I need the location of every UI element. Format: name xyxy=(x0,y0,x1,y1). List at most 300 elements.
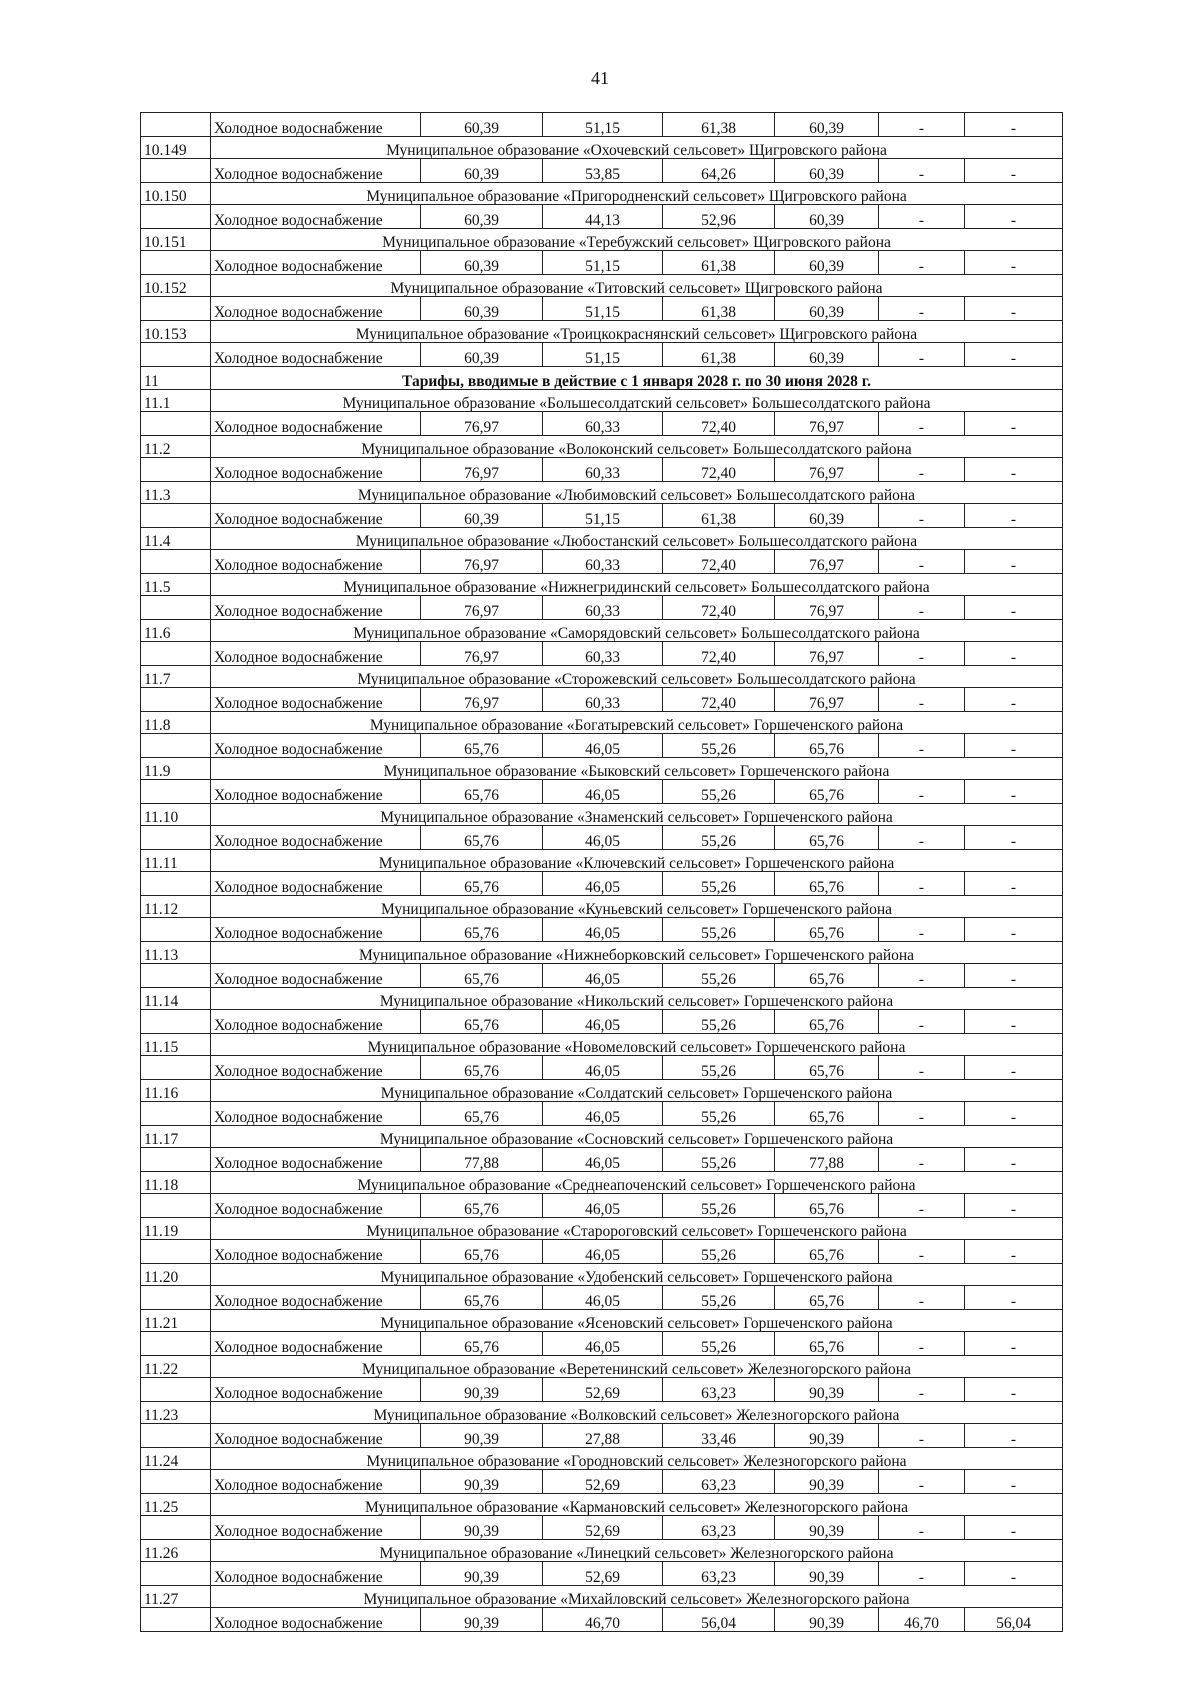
municipality-title: Муниципальное образование «Ключевский сельсовет» Горшеченского района xyxy=(211,850,1063,872)
empty-cell xyxy=(141,964,211,988)
tariff-value: 52,69 xyxy=(543,1470,663,1494)
row-number: 11.22 xyxy=(141,1356,211,1378)
tariff-value: 76,97 xyxy=(421,596,543,620)
tariff-value: 60,39 xyxy=(775,343,879,367)
row-number: 11.12 xyxy=(141,896,211,918)
municipality-row xyxy=(141,758,1063,780)
tariff-value: - xyxy=(879,918,965,942)
tariff-value: 55,26 xyxy=(663,918,775,942)
tariff-value: 63,23 xyxy=(663,1378,775,1402)
service-row xyxy=(141,1010,1063,1034)
service-row xyxy=(141,343,1063,367)
tariff-value: 46,05 xyxy=(543,1056,663,1080)
municipality-title: Муниципальное образование «Титовский сельсовет» Щигровского района xyxy=(211,275,1063,297)
tariff-value: - xyxy=(879,872,965,896)
service-label: Холодное водоснабжение xyxy=(211,1608,421,1632)
tariff-value: 55,26 xyxy=(663,1194,775,1218)
tariff-value: 61,38 xyxy=(663,251,775,275)
service-label: Холодное водоснабжение xyxy=(211,550,421,574)
service-label: Холодное водоснабжение xyxy=(211,596,421,620)
tariff-value: 63,23 xyxy=(663,1470,775,1494)
municipality-row xyxy=(141,528,1063,550)
empty-cell xyxy=(141,1010,211,1034)
service-row xyxy=(141,734,1063,758)
tariff-value: - xyxy=(879,251,965,275)
tariff-value: 65,76 xyxy=(421,1286,543,1310)
service-row xyxy=(141,1608,1063,1632)
municipality-title: Муниципальное образование «Троицкокраснянский сельсовет» Щигровского района xyxy=(211,321,1063,343)
service-row xyxy=(141,780,1063,804)
empty-cell xyxy=(141,826,211,850)
empty-cell xyxy=(141,1332,211,1356)
tariff-value: - xyxy=(879,596,965,620)
tariff-value: 65,76 xyxy=(421,918,543,942)
tariff-value: 55,26 xyxy=(663,872,775,896)
tariff-value: 55,26 xyxy=(663,1332,775,1356)
tariff-value: 76,97 xyxy=(775,550,879,574)
municipality-row xyxy=(141,1218,1063,1240)
municipality-title: Муниципальное образование «Солдатский сельсовет» Горшеченского района xyxy=(211,1080,1063,1102)
row-number: 11.26 xyxy=(141,1540,211,1562)
tariff-value: - xyxy=(965,642,1063,666)
tariff-value: - xyxy=(879,1286,965,1310)
tariff-value: 65,76 xyxy=(421,1194,543,1218)
service-label: Холодное водоснабжение xyxy=(211,412,421,436)
municipality-title: Муниципальное образование «Нижнеборковский сельсовет» Горшеченского района xyxy=(211,942,1063,964)
service-label: Холодное водоснабжение xyxy=(211,1194,421,1218)
row-number: 11.23 xyxy=(141,1402,211,1424)
municipality-title: Муниципальное образование «Ясеновский сельсовет» Горшеченского района xyxy=(211,1310,1063,1332)
tariff-value: 72,40 xyxy=(663,550,775,574)
empty-cell xyxy=(141,872,211,896)
tariff-value: - xyxy=(879,550,965,574)
row-number: 11.16 xyxy=(141,1080,211,1102)
tariff-value: 65,76 xyxy=(421,1240,543,1264)
tariff-value: - xyxy=(879,1102,965,1126)
tariff-value: 90,39 xyxy=(775,1562,879,1586)
service-row xyxy=(141,826,1063,850)
tariff-value: 72,40 xyxy=(663,412,775,436)
service-label: Холодное водоснабжение xyxy=(211,251,421,275)
tariff-value: 55,26 xyxy=(663,1286,775,1310)
tariff-value: - xyxy=(879,458,965,482)
tariff-value: - xyxy=(965,113,1063,137)
tariff-value: 65,76 xyxy=(775,1010,879,1034)
tariff-value: 52,96 xyxy=(663,205,775,229)
row-number: 11.8 xyxy=(141,712,211,734)
municipality-row xyxy=(141,390,1063,412)
tariff-value: 65,76 xyxy=(775,918,879,942)
tariff-value: - xyxy=(965,596,1063,620)
tariff-value: 60,33 xyxy=(543,688,663,712)
service-row xyxy=(141,412,1063,436)
empty-cell xyxy=(141,343,211,367)
municipality-row xyxy=(141,1402,1063,1424)
empty-cell xyxy=(141,1240,211,1264)
tariff-value: 90,39 xyxy=(421,1562,543,1586)
empty-cell xyxy=(141,1194,211,1218)
tariff-value: 51,15 xyxy=(543,113,663,137)
municipality-title: Муниципальное образование «Любимовский сельсовет» Большесолдатского района xyxy=(211,482,1063,504)
empty-cell xyxy=(141,780,211,804)
tariff-value: - xyxy=(965,734,1063,758)
row-number: 11.21 xyxy=(141,1310,211,1332)
service-row xyxy=(141,1194,1063,1218)
tariff-value: - xyxy=(879,1516,965,1540)
tariff-value: 44,13 xyxy=(543,205,663,229)
row-number: 11.9 xyxy=(141,758,211,780)
tariff-value: - xyxy=(965,1424,1063,1448)
municipality-row xyxy=(141,183,1063,205)
tariff-value: 65,76 xyxy=(775,1102,879,1126)
tariff-value: - xyxy=(965,1056,1063,1080)
tariff-value: 90,39 xyxy=(775,1378,879,1402)
service-label: Холодное водоснабжение xyxy=(211,688,421,712)
municipality-row xyxy=(141,712,1063,734)
tariff-value: 65,76 xyxy=(421,964,543,988)
tariff-value: 60,33 xyxy=(543,458,663,482)
service-row xyxy=(141,504,1063,528)
row-number: 11.18 xyxy=(141,1172,211,1194)
tariff-value: 46,05 xyxy=(543,1240,663,1264)
tariff-value: - xyxy=(965,918,1063,942)
tariff-value: 52,69 xyxy=(543,1378,663,1402)
tariff-value: - xyxy=(965,872,1063,896)
empty-cell xyxy=(141,550,211,574)
tariff-value: 76,97 xyxy=(775,412,879,436)
tariff-value: - xyxy=(965,1240,1063,1264)
service-row xyxy=(141,1056,1063,1080)
tariff-value: 90,39 xyxy=(421,1608,543,1632)
tariff-value: - xyxy=(965,458,1063,482)
service-label: Холодное водоснабжение xyxy=(211,1562,421,1586)
row-number: 11.27 xyxy=(141,1586,211,1608)
tariff-value: - xyxy=(965,343,1063,367)
tariff-value: - xyxy=(965,1148,1063,1172)
service-label: Холодное водоснабжение xyxy=(211,1148,421,1172)
municipality-row xyxy=(141,436,1063,458)
service-row xyxy=(141,1378,1063,1402)
empty-cell xyxy=(141,1516,211,1540)
tariff-value: 65,76 xyxy=(775,872,879,896)
tariff-value: 65,76 xyxy=(421,826,543,850)
municipality-title: Муниципальное образование «Никольский сельсовет» Горшеченского района xyxy=(211,988,1063,1010)
tariff-value: 60,39 xyxy=(775,159,879,183)
empty-cell xyxy=(141,1470,211,1494)
service-row xyxy=(141,251,1063,275)
service-label: Холодное водоснабжение xyxy=(211,1010,421,1034)
row-number: 11.5 xyxy=(141,574,211,596)
service-label: Холодное водоснабжение xyxy=(211,1056,421,1080)
tariff-value: - xyxy=(965,1470,1063,1494)
service-label: Холодное водоснабжение xyxy=(211,918,421,942)
tariff-value: 60,33 xyxy=(543,596,663,620)
service-label: Холодное водоснабжение xyxy=(211,1102,421,1126)
tariff-value: 46,05 xyxy=(543,1194,663,1218)
tariff-value: - xyxy=(965,826,1063,850)
service-label: Холодное водоснабжение xyxy=(211,205,421,229)
municipality-title: Муниципальное образование «Веретенинский сельсовет» Железногорского района xyxy=(211,1356,1063,1378)
tariff-value: 72,40 xyxy=(663,458,775,482)
tariff-value: 46,05 xyxy=(543,1332,663,1356)
tariff-value: - xyxy=(879,504,965,528)
municipality-title: Муниципальное образование «Куньевский сельсовет» Горшеченского района xyxy=(211,896,1063,918)
tariff-value: - xyxy=(879,1240,965,1264)
municipality-title: Муниципальное образование «Волоконский сельсовет» Большесолдатского района xyxy=(211,436,1063,458)
empty-cell xyxy=(141,412,211,436)
municipality-row xyxy=(141,1080,1063,1102)
service-label: Холодное водоснабжение xyxy=(211,734,421,758)
empty-cell xyxy=(141,1562,211,1586)
tariff-value: 65,76 xyxy=(775,1286,879,1310)
tariff-value: - xyxy=(879,297,965,321)
service-row xyxy=(141,964,1063,988)
empty-cell xyxy=(141,1056,211,1080)
tariff-value: 46,05 xyxy=(543,1148,663,1172)
municipality-title: Муниципальное образование «Удобенский сельсовет» Горшеченского района xyxy=(211,1264,1063,1286)
service-label: Холодное водоснабжение xyxy=(211,1424,421,1448)
tariff-value: 65,76 xyxy=(421,1056,543,1080)
service-row xyxy=(141,550,1063,574)
municipality-title: Муниципальное образование «Сосновский сельсовет» Горшеченского района xyxy=(211,1126,1063,1148)
service-row xyxy=(141,1286,1063,1310)
tariff-value: 46,05 xyxy=(543,780,663,804)
tariff-value: 60,39 xyxy=(421,504,543,528)
tariff-value: 61,38 xyxy=(663,113,775,137)
tariff-value: 65,76 xyxy=(421,1010,543,1034)
service-label: Холодное водоснабжение xyxy=(211,458,421,482)
municipality-title: Муниципальное образование «Большесолдатский сельсовет» Большесолдатского района xyxy=(211,390,1063,412)
service-label: Холодное водоснабжение xyxy=(211,159,421,183)
tariff-value: 90,39 xyxy=(421,1470,543,1494)
empty-cell xyxy=(141,688,211,712)
empty-cell xyxy=(141,918,211,942)
tariff-value: 55,26 xyxy=(663,780,775,804)
tariff-value: - xyxy=(879,205,965,229)
tariff-value: 46,05 xyxy=(543,1102,663,1126)
row-number: 11.17 xyxy=(141,1126,211,1148)
municipality-title: Муниципальное образование «Богатыревский сельсовет» Горшеченского района xyxy=(211,712,1063,734)
tariff-value: 60,39 xyxy=(421,297,543,321)
tariff-value: 76,97 xyxy=(775,688,879,712)
tariff-value: - xyxy=(879,734,965,758)
tariff-value: 65,76 xyxy=(775,780,879,804)
service-row xyxy=(141,1332,1063,1356)
tariff-value: 60,39 xyxy=(775,251,879,275)
tariff-value: 60,39 xyxy=(775,205,879,229)
empty-cell xyxy=(141,297,211,321)
tariff-value: - xyxy=(879,642,965,666)
tariff-value: - xyxy=(965,251,1063,275)
row-number: 11.3 xyxy=(141,482,211,504)
tariff-value: 76,97 xyxy=(421,688,543,712)
tariff-table-body xyxy=(141,113,1063,1632)
municipality-title: Муниципальное образование «Теребужский сельсовет» Щигровского района xyxy=(211,229,1063,251)
section-title: Тарифы, вводимые в действие с 1 января 2028 г. по 30 июня 2028 г. xyxy=(211,367,1063,390)
tariff-value: 76,97 xyxy=(775,458,879,482)
row-number: 11.20 xyxy=(141,1264,211,1286)
municipality-row xyxy=(141,1126,1063,1148)
municipality-row xyxy=(141,896,1063,918)
row-number: 10.151 xyxy=(141,229,211,251)
empty-cell xyxy=(141,205,211,229)
tariff-value: - xyxy=(965,780,1063,804)
row-number: 10.149 xyxy=(141,137,211,159)
service-row xyxy=(141,205,1063,229)
service-label: Холодное водоснабжение xyxy=(211,1240,421,1264)
empty-cell xyxy=(141,642,211,666)
tariff-value: - xyxy=(965,504,1063,528)
tariff-value: 55,26 xyxy=(663,1102,775,1126)
row-number: 11.25 xyxy=(141,1494,211,1516)
service-label: Холодное водоснабжение xyxy=(211,1378,421,1402)
tariff-value: 76,97 xyxy=(775,596,879,620)
tariff-value: 46,70 xyxy=(543,1608,663,1632)
service-label: Холодное водоснабжение xyxy=(211,872,421,896)
tariff-value: 72,40 xyxy=(663,688,775,712)
tariff-value: 46,05 xyxy=(543,918,663,942)
service-row xyxy=(141,1102,1063,1126)
empty-cell xyxy=(141,504,211,528)
tariff-value: - xyxy=(965,1010,1063,1034)
municipality-title: Муниципальное образование «Пригородненский сельсовет» Щигровского района xyxy=(211,183,1063,205)
tariff-value: 60,33 xyxy=(543,550,663,574)
service-row xyxy=(141,1240,1063,1264)
service-label: Холодное водоснабжение xyxy=(211,780,421,804)
service-label: Холодное водоснабжение xyxy=(211,642,421,666)
tariff-value: - xyxy=(879,1010,965,1034)
municipality-row xyxy=(141,482,1063,504)
tariff-value: 61,38 xyxy=(663,504,775,528)
tariff-value: - xyxy=(879,1562,965,1586)
tariff-value: 90,39 xyxy=(775,1608,879,1632)
tariff-value: 60,39 xyxy=(775,113,879,137)
service-label: Холодное водоснабжение xyxy=(211,504,421,528)
tariff-value: 51,15 xyxy=(543,343,663,367)
tariff-value: 77,88 xyxy=(775,1148,879,1172)
row-number: 11.24 xyxy=(141,1448,211,1470)
municipality-row xyxy=(141,275,1063,297)
service-row xyxy=(141,1424,1063,1448)
tariff-value: - xyxy=(879,1332,965,1356)
tariff-value: - xyxy=(879,113,965,137)
municipality-title: Муниципальное образование «Новомеловский сельсовет» Горшеченского района xyxy=(211,1034,1063,1056)
tariff-value: - xyxy=(879,159,965,183)
tariff-value: 46,05 xyxy=(543,826,663,850)
section-number: 11 xyxy=(141,367,211,390)
empty-cell xyxy=(141,596,211,620)
tariff-value: - xyxy=(879,1194,965,1218)
tariff-value: - xyxy=(879,1056,965,1080)
service-label: Холодное водоснабжение xyxy=(211,1470,421,1494)
municipality-title: Муниципальное образование «Быковский сельсовет» Горшеченского района xyxy=(211,758,1063,780)
service-row xyxy=(141,159,1063,183)
tariff-value: 65,76 xyxy=(421,872,543,896)
tariff-value: 76,97 xyxy=(421,412,543,436)
row-number: 11.4 xyxy=(141,528,211,550)
municipality-row xyxy=(141,1034,1063,1056)
tariff-value: 60,39 xyxy=(421,343,543,367)
service-row xyxy=(141,688,1063,712)
municipality-row xyxy=(141,1264,1063,1286)
municipality-row xyxy=(141,804,1063,826)
row-number: 11.7 xyxy=(141,666,211,688)
tariff-value: - xyxy=(879,688,965,712)
tariff-value: 60,39 xyxy=(775,504,879,528)
service-row xyxy=(141,872,1063,896)
tariff-value: 64,26 xyxy=(663,159,775,183)
tariff-value: - xyxy=(879,1470,965,1494)
row-number: 11.14 xyxy=(141,988,211,1010)
tariff-value: 53,85 xyxy=(543,159,663,183)
empty-cell xyxy=(141,1608,211,1632)
tariff-value: 61,38 xyxy=(663,297,775,321)
row-number: 10.150 xyxy=(141,183,211,205)
service-label: Холодное водоснабжение xyxy=(211,1332,421,1356)
tariff-value: 90,39 xyxy=(421,1424,543,1448)
municipality-title: Муниципальное образование «Сторожевский сельсовет» Большесолдатского района xyxy=(211,666,1063,688)
empty-cell xyxy=(141,458,211,482)
tariff-value: 90,39 xyxy=(421,1378,543,1402)
tariff-value: 55,26 xyxy=(663,964,775,988)
empty-cell xyxy=(141,1424,211,1448)
municipality-title: Муниципальное образование «Городновский сельсовет» Железногорского района xyxy=(211,1448,1063,1470)
tariff-value: - xyxy=(879,1148,965,1172)
municipality-row xyxy=(141,620,1063,642)
service-label: Холодное водоснабжение xyxy=(211,1286,421,1310)
municipality-row xyxy=(141,850,1063,872)
row-number: 11.15 xyxy=(141,1034,211,1056)
tariff-value: 76,97 xyxy=(775,642,879,666)
tariff-value: 65,76 xyxy=(421,1332,543,1356)
tariff-value: - xyxy=(879,780,965,804)
tariff-value: 55,26 xyxy=(663,1148,775,1172)
tariff-value: - xyxy=(965,1194,1063,1218)
municipality-title: Муниципальное образование «Нижнегридинский сельсовет» Большесолдатского района xyxy=(211,574,1063,596)
tariff-value: - xyxy=(965,550,1063,574)
tariff-value: 63,23 xyxy=(663,1562,775,1586)
municipality-title: Муниципальное образование «Михайловский сельсовет» Железногорского района xyxy=(211,1586,1063,1608)
tariff-value: 55,26 xyxy=(663,826,775,850)
tariff-value: - xyxy=(965,1286,1063,1310)
empty-cell xyxy=(141,1286,211,1310)
row-number: 11.10 xyxy=(141,804,211,826)
service-label: Холодное водоснабжение xyxy=(211,343,421,367)
tariff-value: 51,15 xyxy=(543,251,663,275)
tariff-value: 65,76 xyxy=(421,734,543,758)
tariff-value: 90,39 xyxy=(775,1516,879,1540)
service-label: Холодное водоснабжение xyxy=(211,113,421,137)
tariff-value: 46,05 xyxy=(543,872,663,896)
service-row xyxy=(141,1562,1063,1586)
tariff-value: 55,26 xyxy=(663,1010,775,1034)
row-number: 11.2 xyxy=(141,436,211,458)
service-row xyxy=(141,918,1063,942)
tariff-value: 60,39 xyxy=(421,113,543,137)
row-number: 11.1 xyxy=(141,390,211,412)
tariff-value: - xyxy=(879,826,965,850)
tariff-value: 46,05 xyxy=(543,1010,663,1034)
tariff-value: 76,97 xyxy=(421,458,543,482)
municipality-row xyxy=(141,1494,1063,1516)
service-row xyxy=(141,297,1063,321)
service-row xyxy=(141,113,1063,137)
tariff-value: 90,39 xyxy=(775,1470,879,1494)
tariff-value: - xyxy=(965,964,1063,988)
service-row xyxy=(141,596,1063,620)
tariff-value: 27,88 xyxy=(543,1424,663,1448)
service-label: Холодное водоснабжение xyxy=(211,826,421,850)
